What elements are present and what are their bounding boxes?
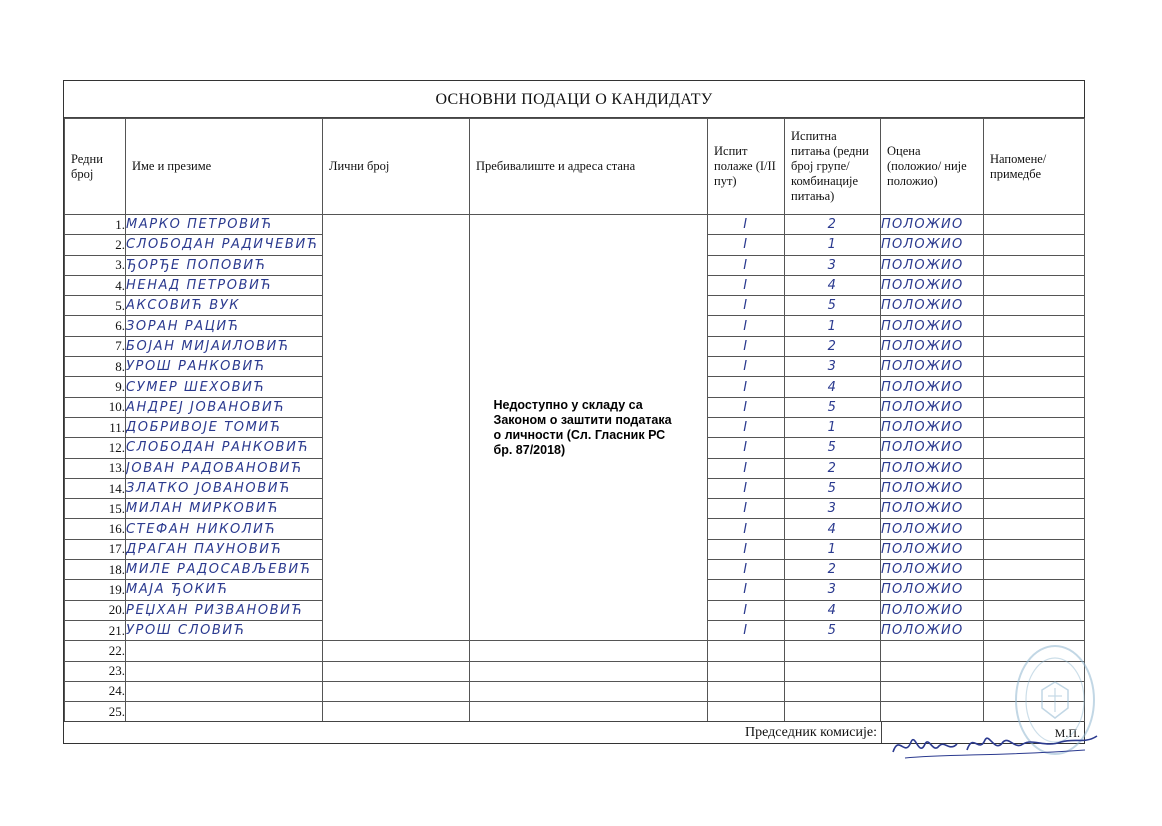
candidate-name: МАЈА ЂОКИЋ bbox=[126, 580, 323, 600]
candidate-name: МИЛАН МИРКОВИЋ bbox=[126, 499, 323, 519]
header-address: Пребивалиште и адреса стана bbox=[470, 119, 708, 215]
row-number: 3. bbox=[65, 255, 126, 275]
notes-cell bbox=[984, 560, 1085, 580]
header-id: Лични број bbox=[323, 119, 470, 215]
candidate-name: РЕЏХАН РИЗВАНОВИЋ bbox=[126, 600, 323, 620]
exam-attempt: I bbox=[708, 255, 785, 275]
header-exam: Испит полаже (I/II пут) bbox=[708, 119, 785, 215]
notes-cell bbox=[984, 275, 1085, 295]
row-number: 11. bbox=[65, 417, 126, 437]
row-number: 2. bbox=[65, 235, 126, 255]
question-group: 5 bbox=[785, 438, 881, 458]
candidate-name: МАРКО ПЕТРОВИЋ bbox=[126, 215, 323, 235]
grade-value: ПОЛОЖИО bbox=[881, 417, 984, 437]
exam-attempt: I bbox=[708, 336, 785, 356]
header-notes: Напомене/ примедбе bbox=[984, 119, 1085, 215]
exam-attempt: I bbox=[708, 316, 785, 336]
exam-attempt: I bbox=[708, 519, 785, 539]
candidate-rows bbox=[65, 215, 1085, 722]
row-number: 23. bbox=[65, 661, 126, 681]
row-number: 21. bbox=[65, 620, 126, 640]
candidate-name: ЗЛАТКО ЈОВАНОВИЋ bbox=[126, 478, 323, 498]
question-group bbox=[785, 661, 881, 681]
question-group: 2 bbox=[785, 336, 881, 356]
grade-value: ПОЛОЖИО bbox=[881, 560, 984, 580]
row-number: 1. bbox=[65, 215, 126, 235]
notes-cell bbox=[984, 620, 1085, 640]
table-row bbox=[65, 215, 1085, 235]
row-number: 8. bbox=[65, 357, 126, 377]
row-number: 4. bbox=[65, 275, 126, 295]
question-group: 4 bbox=[785, 600, 881, 620]
row-number: 10. bbox=[65, 397, 126, 417]
question-group: 1 bbox=[785, 316, 881, 336]
grade-value: ПОЛОЖИО bbox=[881, 499, 984, 519]
exam-attempt: I bbox=[708, 499, 785, 519]
question-group: 5 bbox=[785, 397, 881, 417]
address-cell bbox=[470, 702, 708, 722]
exam-attempt: I bbox=[708, 600, 785, 620]
exam-attempt: I bbox=[708, 620, 785, 640]
candidate-name: УРОШ СЛОВИЋ bbox=[126, 620, 323, 640]
question-group: 5 bbox=[785, 296, 881, 316]
exam-attempt: I bbox=[708, 296, 785, 316]
exam-attempt: I bbox=[708, 215, 785, 235]
row-number: 5. bbox=[65, 296, 126, 316]
question-group: 4 bbox=[785, 519, 881, 539]
question-group bbox=[785, 641, 881, 661]
exam-attempt: I bbox=[708, 560, 785, 580]
header-questions: Испитна питања (редни број групе/ комбинације питања) bbox=[785, 119, 881, 215]
header-grade: Оцена (положио/ није положио) bbox=[881, 119, 984, 215]
address-cell bbox=[470, 641, 708, 661]
candidate-form bbox=[63, 80, 1085, 744]
address-cell bbox=[470, 215, 708, 641]
question-group: 3 bbox=[785, 357, 881, 377]
grade-value: ПОЛОЖИО bbox=[881, 600, 984, 620]
grade-value: ПОЛОЖИО bbox=[881, 336, 984, 356]
notes-cell bbox=[984, 539, 1085, 559]
personal-id-cell bbox=[323, 215, 470, 641]
row-number: 7. bbox=[65, 336, 126, 356]
personal-id-cell bbox=[323, 681, 470, 701]
grade-value: ПОЛОЖИО bbox=[881, 519, 984, 539]
row-number: 6. bbox=[65, 316, 126, 336]
grade-value: ПОЛОЖИО bbox=[881, 275, 984, 295]
grade-value: ПОЛОЖИО bbox=[881, 397, 984, 417]
exam-attempt bbox=[708, 702, 785, 722]
grade-value bbox=[881, 702, 984, 722]
question-group: 2 bbox=[785, 215, 881, 235]
candidate-name: СУМЕР ШЕХОВИЋ bbox=[126, 377, 323, 397]
row-number: 24. bbox=[65, 681, 126, 701]
candidate-name: ЈОВАН РАДОВАНОВИЋ bbox=[126, 458, 323, 478]
personal-id-cell bbox=[323, 661, 470, 681]
notes-cell bbox=[984, 336, 1085, 356]
notes-cell bbox=[984, 438, 1085, 458]
notes-cell bbox=[984, 499, 1085, 519]
exam-attempt: I bbox=[708, 357, 785, 377]
notes-cell bbox=[984, 600, 1085, 620]
candidates-table bbox=[64, 118, 1085, 722]
form-title: ОСНОВНИ ПОДАЦИ О КАНДИДАТУ bbox=[64, 81, 1084, 118]
row-number: 9. bbox=[65, 377, 126, 397]
mp-label: М.П. bbox=[1054, 726, 1080, 740]
candidate-name bbox=[126, 641, 323, 661]
grade-value: ПОЛОЖИО bbox=[881, 478, 984, 498]
candidate-name: ДРАГАН ПАУНОВИЋ bbox=[126, 539, 323, 559]
grade-value: ПОЛОЖИО bbox=[881, 215, 984, 235]
notes-cell bbox=[984, 377, 1085, 397]
candidate-name: БОЈАН МИЈАИЛОВИЋ bbox=[126, 336, 323, 356]
exam-attempt: I bbox=[708, 235, 785, 255]
candidate-name bbox=[126, 661, 323, 681]
candidate-name: АКСОВИЋ ВУК bbox=[126, 296, 323, 316]
exam-attempt: I bbox=[708, 397, 785, 417]
notes-cell bbox=[984, 215, 1085, 235]
candidate-name bbox=[126, 702, 323, 722]
exam-attempt: I bbox=[708, 539, 785, 559]
row-number: 16. bbox=[65, 519, 126, 539]
candidate-name: ЂОРЂЕ ПОПОВИЋ bbox=[126, 255, 323, 275]
exam-attempt bbox=[708, 641, 785, 661]
candidate-name: МИЛЕ РАДОСАВЉЕВИЋ bbox=[126, 560, 323, 580]
grade-value: ПОЛОЖИО bbox=[881, 296, 984, 316]
question-group: 3 bbox=[785, 499, 881, 519]
personal-id-cell bbox=[323, 702, 470, 722]
grade-value: ПОЛОЖИО bbox=[881, 580, 984, 600]
row-number: 18. bbox=[65, 560, 126, 580]
address-cell bbox=[470, 661, 708, 681]
notes-cell bbox=[984, 397, 1085, 417]
notes-cell bbox=[984, 235, 1085, 255]
exam-attempt: I bbox=[708, 417, 785, 437]
table-row bbox=[65, 702, 1085, 722]
grade-value: ПОЛОЖИО bbox=[881, 458, 984, 478]
row-number: 19. bbox=[65, 580, 126, 600]
question-group: 1 bbox=[785, 539, 881, 559]
exam-attempt bbox=[708, 661, 785, 681]
question-group: 5 bbox=[785, 620, 881, 640]
question-group: 2 bbox=[785, 458, 881, 478]
candidate-name: УРОШ РАНКОВИЋ bbox=[126, 357, 323, 377]
row-number: 17. bbox=[65, 539, 126, 559]
chair-label: Председник комисије: bbox=[745, 725, 877, 740]
candidate-name: ЗОРАН РАЦИЋ bbox=[126, 316, 323, 336]
grade-value bbox=[881, 641, 984, 661]
header-row bbox=[65, 119, 1085, 215]
privacy-notice: Недоступно у складу са Законом о заштити података о личности (Сл. Гласник РС бр. 87/2018) bbox=[493, 397, 672, 457]
notes-cell bbox=[984, 580, 1085, 600]
candidate-name: СТЕФАН НИКОЛИЋ bbox=[126, 519, 323, 539]
notes-cell bbox=[984, 519, 1085, 539]
grade-value: ПОЛОЖИО bbox=[881, 357, 984, 377]
exam-attempt: I bbox=[708, 580, 785, 600]
question-group: 1 bbox=[785, 235, 881, 255]
exam-attempt: I bbox=[708, 438, 785, 458]
grade-value: ПОЛОЖИО bbox=[881, 235, 984, 255]
header-name: Име и презиме bbox=[126, 119, 323, 215]
notes-cell bbox=[984, 296, 1085, 316]
address-cell bbox=[470, 681, 708, 701]
candidate-name: СЛОБОДАН РАДИЧЕВИЋ bbox=[126, 235, 323, 255]
candidate-name bbox=[126, 681, 323, 701]
notes-cell bbox=[984, 478, 1085, 498]
grade-value: ПОЛОЖИО bbox=[881, 438, 984, 458]
grade-value bbox=[881, 661, 984, 681]
candidate-name: ДОБРИВОЈЕ ТОМИЋ bbox=[126, 417, 323, 437]
question-group: 2 bbox=[785, 560, 881, 580]
row-number: 15. bbox=[65, 499, 126, 519]
row-number: 13. bbox=[65, 458, 126, 478]
table-row bbox=[65, 661, 1085, 681]
question-group: 4 bbox=[785, 377, 881, 397]
question-group: 3 bbox=[785, 255, 881, 275]
row-number: 14. bbox=[65, 478, 126, 498]
grade-value: ПОЛОЖИО bbox=[881, 316, 984, 336]
personal-id-cell bbox=[323, 641, 470, 661]
candidate-name: АНДРЕЈ ЈОВАНОВИЋ bbox=[126, 397, 323, 417]
question-group: 3 bbox=[785, 580, 881, 600]
notes-cell bbox=[984, 357, 1085, 377]
notes-cell bbox=[984, 316, 1085, 336]
question-group bbox=[785, 702, 881, 722]
notes-cell bbox=[984, 417, 1085, 437]
table-row bbox=[65, 641, 1085, 661]
notes-cell bbox=[984, 458, 1085, 478]
grade-value bbox=[881, 681, 984, 701]
exam-attempt: I bbox=[708, 275, 785, 295]
question-group bbox=[785, 681, 881, 701]
exam-attempt bbox=[708, 681, 785, 701]
grade-value: ПОЛОЖИО bbox=[881, 377, 984, 397]
header-num: Редни број bbox=[65, 119, 126, 215]
row-number: 20. bbox=[65, 600, 126, 620]
exam-attempt: I bbox=[708, 377, 785, 397]
chair-signature bbox=[885, 724, 1105, 764]
question-group: 5 bbox=[785, 478, 881, 498]
grade-value: ПОЛОЖИО bbox=[881, 620, 984, 640]
candidate-name: СЛОБОДАН РАНКОВИЋ bbox=[126, 438, 323, 458]
grade-value: ПОЛОЖИО bbox=[881, 255, 984, 275]
table-row bbox=[65, 681, 1085, 701]
question-group: 1 bbox=[785, 417, 881, 437]
exam-attempt: I bbox=[708, 478, 785, 498]
notes-cell bbox=[984, 255, 1085, 275]
question-group: 4 bbox=[785, 275, 881, 295]
row-number: 12. bbox=[65, 438, 126, 458]
candidate-name: НЕНАД ПЕТРОВИЋ bbox=[126, 275, 323, 295]
row-number: 25. bbox=[65, 702, 126, 722]
grade-value: ПОЛОЖИО bbox=[881, 539, 984, 559]
row-number: 22. bbox=[65, 641, 126, 661]
exam-attempt: I bbox=[708, 458, 785, 478]
